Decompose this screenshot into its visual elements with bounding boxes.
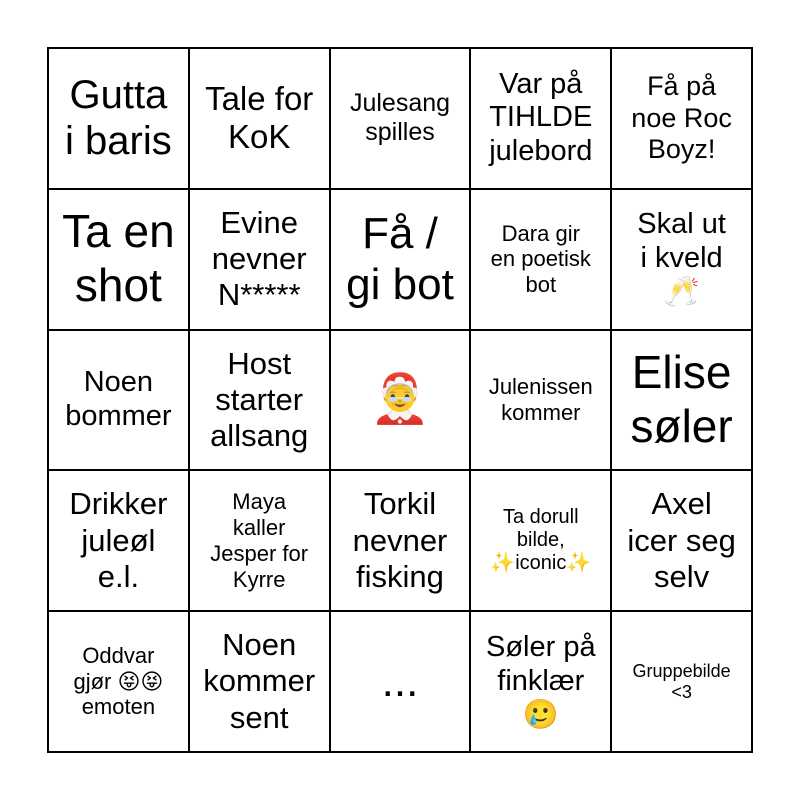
bingo-cell-text: Skal ut i kveld 🥂 [637, 208, 726, 309]
bingo-cell-text: Oddvar gjør 😝😝 emoten [73, 642, 164, 720]
bingo-cell-7[interactable] [189, 189, 330, 330]
bingo-cell-11[interactable] [48, 330, 189, 471]
bingo-cell-6[interactable] [48, 189, 189, 330]
bingo-cell-text: Julenissen kommer [488, 374, 593, 425]
bingo-cell-17[interactable] [189, 470, 330, 611]
bingo-cell-10[interactable] [611, 189, 752, 330]
bingo-cell-text: Axel icer seg selv [627, 486, 736, 594]
bingo-cell-text: Gruppebilde <3 [632, 660, 731, 702]
bingo-cell-text: Ta en shot [62, 205, 175, 312]
bingo-cell-15[interactable] [611, 330, 752, 471]
bingo-cell-text: Var på TIHLDE julebord [489, 67, 593, 168]
bingo-cell-1[interactable] [48, 48, 189, 189]
bingo-cell-text: Julesang spilles [349, 89, 451, 147]
bingo-cell-3[interactable] [330, 48, 471, 189]
bingo-cell-5[interactable] [611, 48, 752, 189]
bingo-cell-text: Tale for KoK [205, 79, 314, 156]
bingo-cell-19[interactable] [470, 470, 611, 611]
bingo-cell-23[interactable] [330, 611, 471, 752]
bingo-cell-25[interactable] [611, 611, 752, 752]
bingo-board [47, 47, 753, 753]
bingo-cell-text: Dara gir en poetisk bot [490, 220, 591, 298]
bingo-cell-14[interactable] [470, 330, 611, 471]
bingo-cell-text: Søler på finklær 🥲 [485, 630, 596, 731]
bingo-cell-9[interactable] [470, 189, 611, 330]
bingo-cell-8[interactable] [330, 189, 471, 330]
bingo-cell-text: Host starter allsang [210, 345, 309, 454]
bingo-cell-18[interactable] [330, 470, 471, 611]
bingo-cell-12[interactable] [189, 330, 330, 471]
bingo-cell-text: Gutta i baris [65, 72, 172, 164]
bingo-cell-text: Evine nevner N***** [211, 204, 307, 313]
bingo-cell-text: 🤶 [370, 372, 430, 426]
bingo-cell-22[interactable] [189, 611, 330, 752]
bingo-cell-text: Maya kaller Jesper for Kyrre [210, 489, 309, 592]
bingo-cell-text: Drikker juleøl e.l. [69, 486, 168, 594]
bingo-cell-text: Elise søler [630, 346, 733, 452]
bingo-cell-text: ... [381, 656, 419, 706]
bingo-cell-16[interactable] [48, 470, 189, 611]
bingo-cell-21[interactable] [48, 611, 189, 752]
bingo-cell-24[interactable] [470, 611, 611, 752]
bingo-cell-20[interactable] [611, 470, 752, 611]
bingo-cell-text: Noen kommer sent [203, 627, 316, 735]
bingo-cell-4[interactable] [470, 48, 611, 189]
bingo-cell-2[interactable] [189, 48, 330, 189]
bingo-cell-text: Få / gi bot [346, 208, 454, 310]
bingo-cell-text: Ta dorull bilde, ✨iconic✨ [490, 505, 592, 575]
bingo-cell-text: Få på noe Roc Boyz! [631, 71, 732, 165]
bingo-cell-text: Torkil nevner fisking [352, 486, 448, 594]
bingo-cell-text: Noen bommer [65, 366, 172, 432]
bingo-cell-13[interactable] [330, 330, 471, 471]
